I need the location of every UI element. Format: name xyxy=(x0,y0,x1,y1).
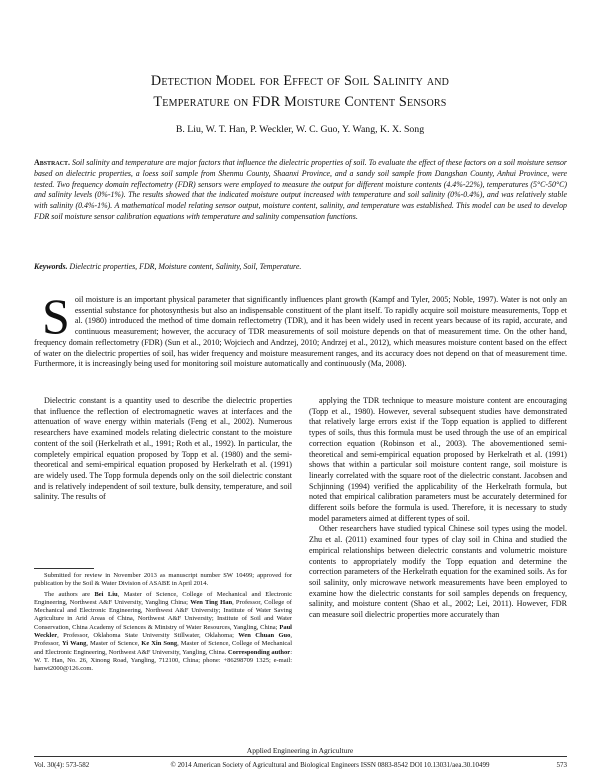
title-line-1: Detection Model for Effect of Soil Salinity and xyxy=(150,73,450,89)
keywords-text: Dielectric properties, FDR, Moisture content, Salinity, Soil, Temperature. xyxy=(67,262,302,271)
footnote-submission: Submitted for review in November 2013 as manuscript number SW 10499; approved for publication by the Soil & Water Division of ASABE in April 2014. xyxy=(34,572,292,588)
footnotes xyxy=(34,572,292,676)
page-number: 573 xyxy=(556,761,567,769)
copyright-line: © 2014 American Society of Agricultural and Biological Engineers ISSN 0883-8542 DOI 10.13031/aea.30.10499 xyxy=(170,761,490,769)
abstract-label: Abstract. xyxy=(34,158,71,167)
title-line-2: Temperature on FDR Moisture Content Sensors xyxy=(153,94,447,110)
footer-divider xyxy=(34,756,567,757)
drop-cap: S xyxy=(42,288,70,344)
keywords xyxy=(34,262,567,273)
abstract xyxy=(34,158,567,223)
right-column xyxy=(309,396,567,621)
body-paragraph: applying the TDR technique to measure moisture content are encouraging (Topp et al., 1980). However, several subsequent studies have demonstrated that relatively large errors exist if the Topp equation is applied to different types of soils, thus this formula must be used through the use of an empirical correction equation (Robinson et al., 2003). The abovementioned semi-theoretical and semi-empirical equation proposed by Herkelrath et al. (1991) shows that within a particular soil moisture content range, soil moisture is linearly correlated with the square root of the dielectric constant. Jacobsen and Schjinning (1994) verified the applicability of the Herkelrath formula, but noted that empirical calibration parameters must be accurately determined for different soils before the formula is used. Therefore, it is necessary to study model parameters aimed at different types of soil. xyxy=(309,396,567,523)
body-paragraph: Dielectric constant is a quantity used to describe the dielectric properties that influence the reflection of electromagnetic waves at interfaces and the attenuation of wave energy within materials (Feng et al., 2002). Numerous researchers have examined models relating dielectric constant to the moisture content of the soil (Herkelrath et al., 1991; Roth et al., 1992). In particular, the completely empirical equation proposed by Topp et al. (1980) and the semi-theoretical and semi-empirical equation proposed by Herkelrath et al. (1991) are widely used. The Topp formula depends only on the soil dielectric constant and is relatively independent of soil texture, bulk density, temperature, and soil salinity. The results of xyxy=(34,396,292,502)
intro-paragraph xyxy=(34,288,567,370)
abstract-text: Soil salinity and temperature are major factors that influence the dielectric properties of soil. To evaluate the effect of these factors on a soil moisture sensor based on dielectric properties, a loess soil sample from Shenmu County, Shaanxi Province, and a sandy soil sample from Dangshan County, Anhui Province, were tested. Two frequency domain reflectometry (FDR) sensors were employed to measure the output for different moisture contents (4.4%-22%), temperatures (5°C-50°C) and salinity levels (0%-1%). The results showed that the indicated moisture output increased with temperature and soil salinity (0%-0.4%), and was relatively stable with salinity (0.4%-1%). A mathematical model relating sensor output, moisture content, salinity, and temperature was established. This model can be used to develop FDR soil moisture sensor calibration equations with temperature and salinity compensation functions. xyxy=(34,158,567,221)
volume-info: Vol. 30(4): 573-582 xyxy=(34,761,90,769)
left-column xyxy=(34,396,292,503)
intro-text: oil moisture is an important physical parameter that significantly influences plant growth (Kampf and Tyler, 2005; Noble, 1997). Water is not only an essential substance for photosynthesis but also an indispensable constituent of the plant itself. To rapidly acquire soil moisture measurements, Topp et al. (1980) introduced the method of time domain reflectometry (TDR), and it has been widely used in recent years because of its rapid, accurate, and continuous measurement; however, the accuracy of TDR measurements of soil moisture depends on that of measurement time. On the other hand, frequency domain reflectometry (FDR) (Sun et al., 2010; Wojciech and Andrzej, 2010; Andrzej et al., 2012), which measures moisture content based on the effect of water on the dielectric properties of soil, has wider frequency and moisture measurement ranges, and its accuracy does not depend on that of measurement time. Furthermore, it is increasingly being used for monitoring soil moisture automatically and continuously (Ma, 2008). xyxy=(34,295,567,369)
author-list: B. Liu, W. T. Han, P. Weckler, W. C. Guo, Y. Wang, K. X. Song xyxy=(175,124,425,135)
body-paragraph: Other researchers have studied typical Chinese soil types using the model. Zhu et al. (2011) examined four types of clay soil in China and studied the empirical relationships between dielectric constants and volumetric moisture contents to appropriately modify the Topp equation and determine the correction parameters of the Herkelrath equation for the examined soils. As for soil salinity, only microwave network measurements have been employed to examine how the dielectric constants for soil samples depends on frequency, salinity, and moisture content (Shao et al., 2002; Lei, 2011). However, FDR can measure soil dielectric properties more accurately than xyxy=(309,524,567,620)
footnote-authors: The authors are Bei Liu, Master of Science, College of Mechanical and Electronic Engineering, Northwest A&F University, Yangling China; Wen Ting Han, Professor, College of Mechanical and Electronic Engineering, Northwest A&F University; Institute of Water Saving Agriculture in Arid Areas of China, Northwest A&F University; Institute of Soil and Water Conservation, China Academy of Sciences & Ministry of Water Resources, Yangling, China; Paul Weckler, Professor, Oklahoma State University Stillwater, Oklahoma; Wen Chuan Guo, Professor, Yi Wang, Master of Science, Ke Xin Song, Master of Science, College of Mechanical and Electronic Engineering, Northwest A&F University, Yangling, China. Corresponding author: W. T. Han, No. 26, Xinong Road, Yangling, 712100, China; phone: +86298709 1325; e-mail: hanwt2000@126.com. xyxy=(34,590,292,673)
journal-name: Applied Engineering in Agriculture xyxy=(246,746,354,755)
footnote-divider xyxy=(34,568,94,569)
paper-title xyxy=(40,71,560,113)
keywords-label: Keywords. xyxy=(34,262,68,271)
